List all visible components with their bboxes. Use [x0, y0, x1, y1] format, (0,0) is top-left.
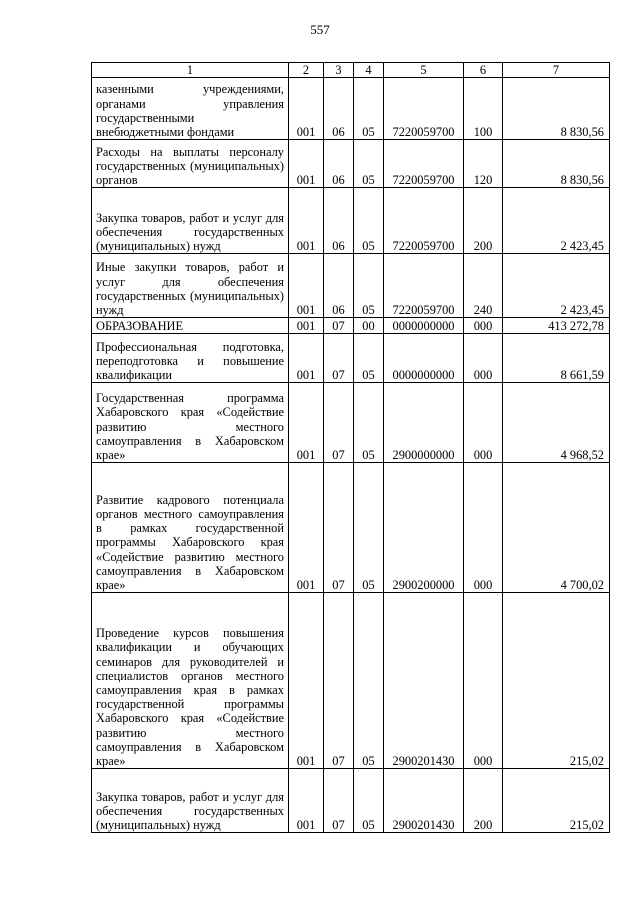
cell-ministry: 001: [289, 254, 324, 318]
cell-subsection: 05: [354, 383, 384, 463]
table-row: [92, 593, 610, 769]
cell-section: 07: [324, 383, 354, 463]
cell-ministry: 001: [289, 140, 324, 188]
cell-subsection: 05: [354, 593, 384, 769]
cell-amount: 2 423,45: [503, 254, 610, 318]
cell-amount: 215,02: [503, 593, 610, 769]
cell-target-article: 7220059700: [384, 188, 464, 254]
cell-target-article: 0000000000: [384, 318, 464, 334]
table-row: [92, 140, 610, 188]
cell-ministry: 001: [289, 769, 324, 833]
cell-amount: 413 272,78: [503, 318, 610, 334]
cell-ministry: 001: [289, 593, 324, 769]
page-number: 557: [310, 22, 330, 37]
row-name: Иные закупки товаров, работ и услуг для обеспечения государственных (муниципальных) нужд: [92, 254, 289, 318]
cell-ministry: 001: [289, 334, 324, 383]
header-row: [92, 63, 610, 78]
cell-subsection: 05: [354, 334, 384, 383]
column-header: 1: [92, 63, 289, 78]
cell-target-article: 0000000000: [384, 334, 464, 383]
cell-section: 06: [324, 188, 354, 254]
table-row: [92, 769, 610, 833]
table-row: [92, 188, 610, 254]
cell-subsection: 00: [354, 318, 384, 334]
cell-section: 06: [324, 78, 354, 140]
cell-target-article: 7220059700: [384, 78, 464, 140]
cell-expense-type: 240: [464, 254, 503, 318]
cell-amount: 215,02: [503, 769, 610, 833]
cell-expense-type: 000: [464, 334, 503, 383]
cell-amount: 4 968,52: [503, 383, 610, 463]
cell-section: 07: [324, 769, 354, 833]
row-name: казенными учреждениями, органами управления государственными внебюджетными фондами: [92, 78, 289, 140]
cell-subsection: 05: [354, 140, 384, 188]
table-row: [92, 334, 610, 383]
cell-ministry: 001: [289, 78, 324, 140]
cell-target-article: 2900201430: [384, 593, 464, 769]
cell-ministry: 001: [289, 318, 324, 334]
cell-subsection: 05: [354, 769, 384, 833]
row-name: Государственная программа Хабаровского края «Содействие развитию местного самоуправления в Хабаровском крае»: [92, 383, 289, 463]
column-header: 3: [324, 63, 354, 78]
cell-target-article: 7220059700: [384, 254, 464, 318]
row-name: Развитие кадрового потенциала органов местного самоуправления в рамках государственной программы Хабаровского края «Содействие развитию местного самоуправления в Хабаровском крае»: [92, 463, 289, 593]
row-name: Закупка товаров, работ и услуг для обеспечения государственных (муниципальных) нужд: [92, 188, 289, 254]
row-name: Профессиональная подготовка, переподготовка и повышение квалификации: [92, 334, 289, 383]
table-row: [92, 254, 610, 318]
cell-target-article: 2900200000: [384, 463, 464, 593]
cell-expense-type: 000: [464, 463, 503, 593]
row-name: Закупка товаров, работ и услуг для обеспечения государственных (муниципальных) нужд: [92, 769, 289, 833]
table-row: [92, 463, 610, 593]
cell-expense-type: 000: [464, 318, 503, 334]
cell-expense-type: 000: [464, 593, 503, 769]
row-name: Проведение курсов повышения квалификации и обучающих семинаров для руководителей и специалистов органов местного самоуправления края в рамках государственной программы Хабаровского края «Содействие развитию местного самоуправления в Хабаровском крае»: [92, 593, 289, 769]
cell-section: 07: [324, 463, 354, 593]
cell-section: 07: [324, 593, 354, 769]
row-name: ОБРАЗОВАНИЕ: [92, 318, 289, 334]
cell-section: 06: [324, 254, 354, 318]
cell-subsection: 05: [354, 188, 384, 254]
column-header: 5: [384, 63, 464, 78]
cell-expense-type: 200: [464, 769, 503, 833]
row-name: Расходы на выплаты персоналу государственных (муниципальных) органов: [92, 140, 289, 188]
table-row: [92, 78, 610, 140]
cell-target-article: 7220059700: [384, 140, 464, 188]
cell-amount: 2 423,45: [503, 188, 610, 254]
cell-amount: 4 700,02: [503, 463, 610, 593]
column-header: 6: [464, 63, 503, 78]
cell-section: 06: [324, 140, 354, 188]
cell-ministry: 001: [289, 188, 324, 254]
cell-expense-type: 000: [464, 383, 503, 463]
budget-table: [91, 62, 610, 833]
cell-amount: 8 661,59: [503, 334, 610, 383]
cell-section: 07: [324, 318, 354, 334]
cell-expense-type: 120: [464, 140, 503, 188]
cell-amount: 8 830,56: [503, 140, 610, 188]
cell-target-article: 2900201430: [384, 769, 464, 833]
column-header: 7: [503, 63, 610, 78]
column-header: 4: [354, 63, 384, 78]
cell-expense-type: 200: [464, 188, 503, 254]
cell-ministry: 001: [289, 383, 324, 463]
cell-subsection: 05: [354, 78, 384, 140]
cell-ministry: 001: [289, 463, 324, 593]
table-row: [92, 318, 610, 334]
table-row: [92, 383, 610, 463]
cell-expense-type: 100: [464, 78, 503, 140]
cell-amount: 8 830,56: [503, 78, 610, 140]
column-header: 2: [289, 63, 324, 78]
cell-subsection: 05: [354, 463, 384, 593]
cell-target-article: 2900000000: [384, 383, 464, 463]
cell-section: 07: [324, 334, 354, 383]
cell-subsection: 05: [354, 254, 384, 318]
